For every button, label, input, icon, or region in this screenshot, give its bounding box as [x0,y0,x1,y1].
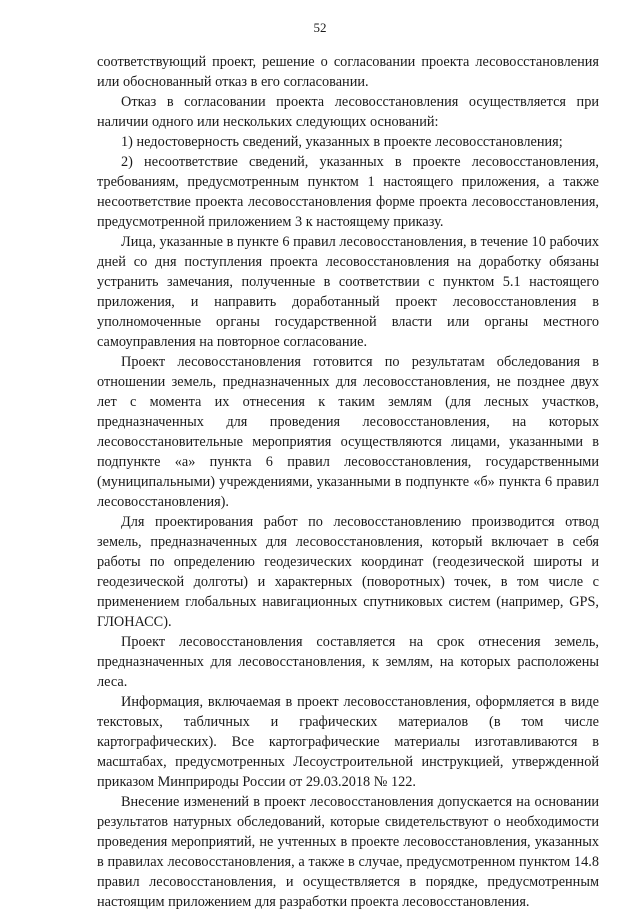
paragraph: Внесение изменений в проект лесовосстановления допускается на основании результатов натурных обследований, которые свидетельствуют о необходимости проведения мероприятий, не учтенных в проекте лесовосстановления, указанных в правилах лесовосстановления, а также в случае, предусмотренном пунктом 14.8 правил лесовосстановления, и осуществляется в порядке, предусмотренным настоящим приложением для разработки проекта лесовосстановления. [97,794,599,910]
list-item: 2) несоответствие сведений, указанных в проекте лесовосстановления, требованиям, предусмотренным пунктом 1 настоящего приложения, а также несоответствие проекта лесовосстановления форме проекта лесовосстановления, предусмотренной приложением 3 к настоящему приказу. [97,154,599,230]
list-item: 1) недостоверность сведений, указанных в проекте лесовосстановления; [121,134,563,150]
document-body [97,52,599,912]
paragraph: соответствующий проект, решение о согласовании проекта лесовосстановления или обоснованный отказ в его согласовании. [97,54,599,90]
page-number: 52 [313,20,327,35]
paragraph: Отказ в согласовании проекта лесовосстановления осуществляется при наличии одного или нескольких следующих оснований: [97,94,599,130]
paragraph: Проект лесовосстановления составляется на срок отнесения земель, предназначенных для лесовосстановления, к землям, на которых расположены леса. [97,634,599,690]
paragraph: Лица, указанные в пункте 6 правил лесовосстановления, в течение 10 рабочих дней со дня поступления проекта лесовосстановления на доработку обязаны устранить замечания, полученные в соответствии с пунктом 5.1 настоящего приложения, и направить доработанный проект лесовосстановления в уполномоченные органы государственной власти или органы местного самоуправления на повторное согласование. [97,234,599,350]
paragraph: Проект лесовосстановления готовится по результатам обследования в отношении земель, предназначенных для лесовосстановления, не позднее двух лет с момента их отнесения к таким землям (для лесных участков, предназначенных для проведения лесовосстановления, на которых лесовосстановительные мероприятия осуществляются лицами, указанными в подпункте «а» пункта 6 правил лесовосстановления, государственными (муниципальными) учреждениями, указанными в подпункте «б» пункта 6 правил лесовосстановления). [97,354,599,510]
paragraph: Информация, включаемая в проект лесовосстановления, оформляется в виде текстовых, табличных и графических материалов (в том числе картографических). Все картографические материалы изготавливаются в масштабах, предусмотренных Лесоустроительной инструкцией, утвержденной приказом Минприроды России от 29.03.2018 № 122. [97,694,599,790]
paragraph: Для проектирования работ по лесовосстановлению производится отвод земель, предназначенных для лесовосстановления, который включает в себя работы по определению геодезических координат (геодезической широты и геодезической долготы) и характерных (поворотных) точек, в том числе с применением глобальных навигационных спутниковых систем (например, GPS, ГЛОНАСС). [97,514,599,630]
